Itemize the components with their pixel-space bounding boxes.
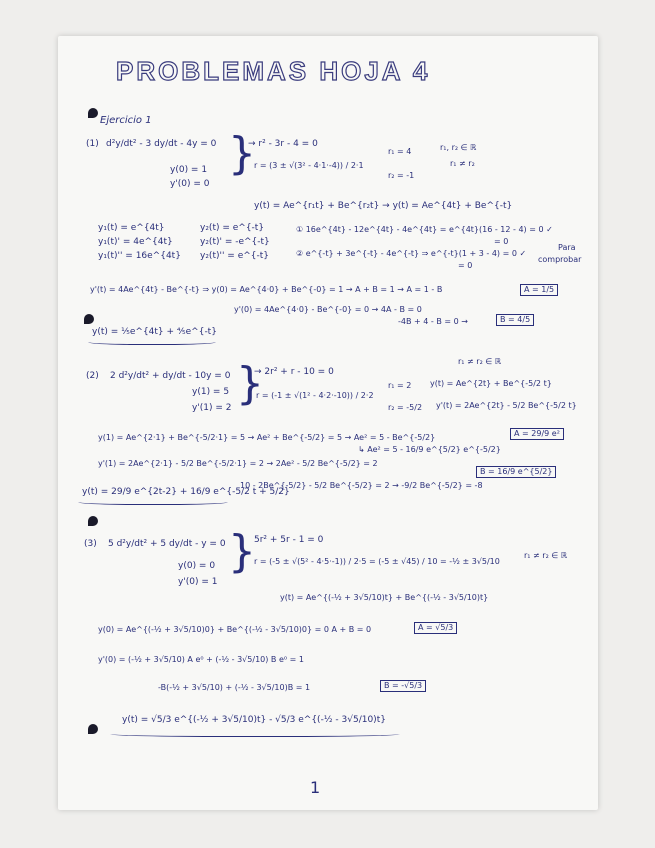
initial-condition: y(1) = 5 — [192, 387, 230, 397]
root-formula: r = (3 ± √(3² - 4·1·-4)) / 2·1 — [254, 161, 364, 170]
problem-label: (1) — [86, 139, 99, 149]
initial-condition: y'(0) = 1 — [178, 577, 218, 587]
derivative-step: y'(0) = 4Ae^{4·0} - Be^{-0} = 0 → 4A - B = 0 — [234, 305, 422, 314]
underline — [110, 730, 400, 737]
initial-condition: y(0) = 1 — [170, 165, 208, 175]
brace: } — [236, 358, 264, 409]
result-box: B = 4/5 — [496, 314, 534, 326]
characteristic-equation: → 2r² + r - 10 = 0 — [254, 367, 334, 377]
brace: } — [228, 128, 256, 179]
bullet-marker — [88, 516, 98, 526]
derivative-step: y'(t) = 4Ae^{4t} - Be^{-t} ⇒ y(0) = Ae^{4·0} + Be^{-0} = 1 → A + B = 1 → A = 1 - B — [90, 285, 443, 294]
side-note: Para — [558, 243, 576, 252]
result-box: A = √5/3 — [414, 622, 457, 634]
solution-function: y₁(t)' = 4e^{4t} — [98, 237, 173, 247]
root: r₁ = 2 — [388, 381, 412, 390]
initial-condition: y(0) = 0 — [178, 561, 216, 571]
final-solution: y(t) = √5/3 e^{(-½ + 3√5/10)t} - √5/3 e^{(-½ - 3√5/10)t} — [122, 715, 386, 725]
brace: } — [228, 526, 256, 577]
initial-condition: y'(0) = 0 — [170, 179, 210, 189]
ode: d²y/dt² - 3 dy/dt - 4y = 0 — [106, 139, 217, 149]
roots-condition: r₁, r₂ ∈ ℝ — [440, 143, 477, 152]
bullet-marker — [88, 724, 98, 734]
derivative-step: y'(1) = 2Ae^{2·1} - 5/2 Be^{-5/2·1} = 2 → 2Ae² - 5/2 Be^{-5/2} = 2 — [98, 459, 378, 468]
root: r₂ = -1 — [388, 171, 415, 180]
roots-condition: r₁ ≠ r₂ ∈ ℝ — [458, 357, 502, 366]
verification-result: = 0 — [494, 237, 509, 246]
root: r₁ = 4 — [388, 147, 412, 156]
final-solution: y(t) = 29/9 e^{2t-2} + 16/9 e^{-5/2 t + 5/2} — [82, 487, 290, 497]
final-solution: y(t) = ⅕e^{4t} + ⅘e^{-t} — [92, 327, 217, 337]
derivative-step: y(0) = Ae^{(-½ + 3√5/10)0} + Be^{(-½ - 3√5/10)0} = 0 A + B = 0 — [98, 625, 372, 634]
root-formula: r = (-5 ± √(5² - 4·5·-1)) / 2·5 = (-5 ± √45) / 10 = -½ ± 3√5/10 — [254, 557, 500, 566]
ode: 5 d²y/dt² + 5 dy/dt - y = 0 — [108, 539, 226, 549]
page-number: 1 — [310, 778, 321, 797]
derivative: y'(t) = 2Ae^{2t} - 5/2 Be^{-5/2 t} — [436, 401, 577, 410]
elimination-step: 10 - 2Be^{-5/2} - 5/2 Be^{-5/2} = 2 → -9/2 Be^{-5/2} = -8 — [240, 481, 483, 490]
root-formula: r = (-1 ± √(1² - 4·2·-10)) / 2·2 — [256, 391, 374, 400]
problem-label: (3) — [84, 539, 97, 549]
verification-result: = 0 — [458, 261, 473, 270]
solution-function: y₂(t)' = -e^{-t} — [200, 237, 270, 247]
result-box: B = 16/9 e^{5/2} — [476, 466, 556, 478]
exercise-heading: Ejercicio 1 — [100, 115, 152, 126]
initial-condition: y'(1) = 2 — [192, 403, 232, 413]
general-solution: y(t) = Ae^{r₁t} + Be^{r₂t} → y(t) = Ae^{4t} + Be^{-t} — [254, 201, 513, 211]
side-note: comprobar — [538, 255, 582, 264]
ode: 2 d²y/dt² + dy/dt - 10y = 0 — [110, 371, 231, 381]
result-box: A = 29/9 e² — [510, 428, 564, 440]
solution-function: y₂(t) = e^{-t} — [200, 223, 265, 233]
elimination-step: -4B + 4 - B = 0 → — [398, 317, 468, 326]
solution-function: y₂(t)'' = e^{-t} — [200, 251, 270, 261]
derivative-step: y(1) = Ae^{2·1} + Be^{-5/2·1} = 5 → Ae² + Be^{-5/2} = 5 → Ae² = 5 - Be^{-5/2} — [98, 433, 436, 442]
elimination-step: -B(-½ + 3√5/10) + (-½ - 3√5/10)B = 1 — [158, 683, 311, 692]
solution-function: y₁(t)'' = 16e^{4t} — [98, 251, 181, 261]
verification: ① 16e^{4t} - 12e^{4t} - 4e^{4t} = e^{4t}(16 - 12 - 4) = 0 ✓ — [296, 225, 553, 234]
roots-condition: r₁ ≠ r₂ ∈ ℝ — [524, 551, 568, 560]
derivative-step: ↳ Ae² = 5 - 16/9 e^{5/2} e^{-5/2} — [358, 445, 501, 454]
result-box: B = -√5/3 — [380, 680, 426, 692]
underline — [88, 338, 216, 345]
characteristic-equation: → r² - 3r - 4 = 0 — [248, 139, 318, 149]
underline — [78, 498, 228, 505]
derivative-step: y'(0) = (-½ + 3√5/10) A e⁰ + (-½ - 3√5/10) B e⁰ = 1 — [98, 655, 304, 664]
bullet-marker — [84, 314, 94, 324]
general-solution: y(t) = Ae^{2t} + Be^{-5/2 t} — [430, 379, 552, 388]
bullet-marker — [88, 108, 98, 118]
problem-label: (2) — [86, 371, 99, 381]
root: r₂ = -5/2 — [388, 403, 423, 412]
page-title: PROBLEMAS HOJA 4 — [116, 56, 431, 86]
solution-function: y₁(t) = e^{4t} — [98, 223, 165, 233]
verification: ② e^{-t} + 3e^{-t} - 4e^{-t} ⇒ e^{-t}(1 + 3 - 4) = 0 ✓ — [296, 249, 527, 258]
result-box: A = 1/5 — [520, 284, 558, 296]
general-solution: y(t) = Ae^{(-½ + 3√5/10)t} + Be^{(-½ - 3√5/10)t} — [280, 593, 489, 602]
notebook-page — [58, 36, 598, 810]
characteristic-equation: 5r² + 5r - 1 = 0 — [254, 535, 324, 545]
roots-condition: r₁ ≠ r₂ — [450, 159, 475, 168]
